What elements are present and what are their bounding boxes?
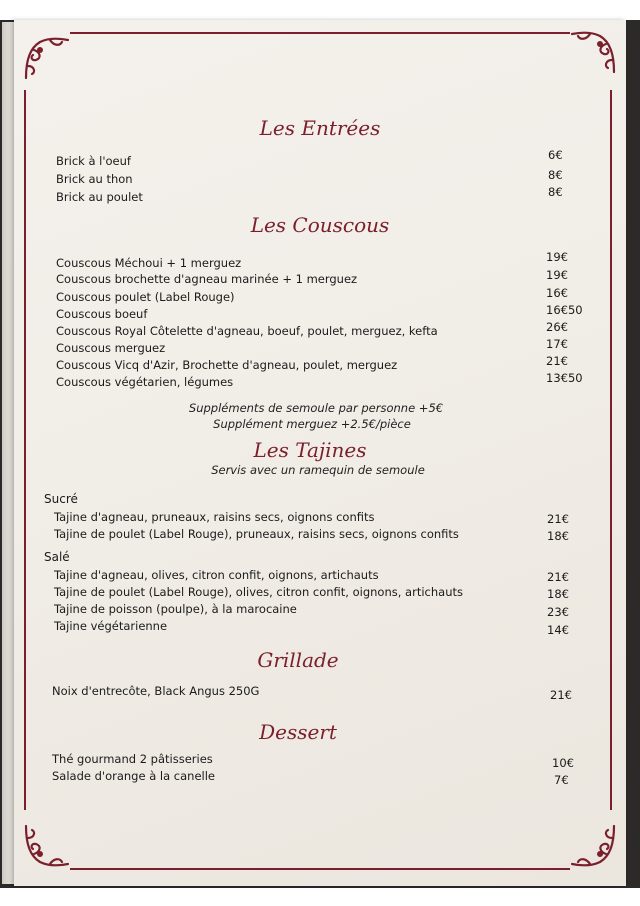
item-name: Tajine de poulet (Label Rouge), pruneaux, raisins secs, oignons confits [54, 527, 459, 541]
item-price: 10€ [552, 756, 574, 770]
item-price: 23€ [547, 605, 569, 619]
item-name: Tajine de poulet (Label Rouge), olives, citron confit, oignons, artichauts [54, 585, 463, 599]
menu-page [14, 20, 626, 886]
item-name: Couscous brochette d'agneau marinée + 1 merguez [56, 272, 358, 286]
item-price: 14€ [547, 623, 569, 637]
item-name: Brick au poulet [56, 190, 143, 204]
item-price: 7€ [554, 773, 569, 787]
item-price: 13€50 [546, 371, 583, 385]
item-price: 17€ [546, 337, 568, 351]
item-price: 26€ [546, 320, 568, 334]
supplement-line: Suppléments de semoule par personne +5€ [188, 401, 444, 415]
item-name: Salade d'orange à la canelle [52, 769, 216, 783]
bottom-border-line [70, 868, 570, 870]
section-title-tajines: Les Tajines [253, 438, 367, 462]
top-border-line [70, 32, 570, 34]
supplement-line: Supplément merguez +2.5€/pièce [213, 417, 411, 431]
item-name: Couscous Vicq d'Azir, Brochette d'agneau, poulet, merguez [56, 358, 398, 372]
item-name: Brick à l'oeuf [56, 154, 131, 168]
item-name: Couscous Méchoui + 1 merguez [56, 256, 242, 270]
item-name: Couscous boeuf [56, 307, 148, 321]
item-price: 18€ [547, 587, 569, 601]
item-price: 21€ [550, 688, 572, 702]
item-price: 18€ [547, 529, 569, 543]
corner-ornament-top-left-icon [20, 30, 76, 86]
corner-ornament-top-right-icon [564, 24, 620, 80]
item-name: Thé gourmand 2 pâtisseries [52, 752, 213, 766]
item-name: Brick au thon [56, 172, 133, 186]
item-price: 16€50 [546, 303, 583, 317]
item-price: 21€ [547, 570, 569, 584]
group-label-sale: Salé [44, 550, 70, 564]
item-name: Tajine végétarienne [54, 619, 168, 633]
section-title-grillade: Grillade [257, 648, 339, 672]
item-price: 16€ [546, 286, 568, 300]
tajines-subtitle: Servis avec un ramequin de semoule [211, 463, 425, 477]
item-name: Couscous Royal Côtelette d'agneau, boeuf, poulet, merguez, kefta [56, 324, 438, 338]
item-price: 21€ [547, 512, 569, 526]
item-name: Noix d'entrecôte, Black Angus 250G [52, 684, 260, 698]
item-name: Couscous merguez [56, 341, 166, 355]
section-title-couscous: Les Couscous [250, 213, 390, 237]
item-name: Couscous poulet (Label Rouge) [56, 290, 235, 304]
section-title-entrees: Les Entrées [259, 116, 381, 140]
group-label-sucre: Sucré [44, 492, 78, 506]
item-name: Couscous végétarien, légumes [56, 375, 234, 389]
corner-ornament-bottom-left-icon [20, 818, 76, 874]
section-title-dessert: Dessert [259, 720, 337, 744]
item-price: 8€ [548, 185, 563, 199]
item-price: 19€ [546, 250, 568, 264]
corner-ornament-bottom-right-icon [564, 818, 620, 874]
photo-top-margin [0, 0, 640, 20]
item-name: Tajine d'agneau, olives, citron confit, oignons, artichauts [54, 568, 379, 582]
item-price: 6€ [548, 148, 563, 162]
item-price: 8€ [548, 168, 563, 182]
item-name: Tajine d'agneau, pruneaux, raisins secs, oignons confits [54, 510, 375, 524]
photo-bottom-margin [0, 888, 640, 906]
item-price: 21€ [546, 354, 568, 368]
item-price: 19€ [546, 268, 568, 282]
item-name: Tajine de poisson (poulpe), à la marocaine [54, 602, 297, 616]
